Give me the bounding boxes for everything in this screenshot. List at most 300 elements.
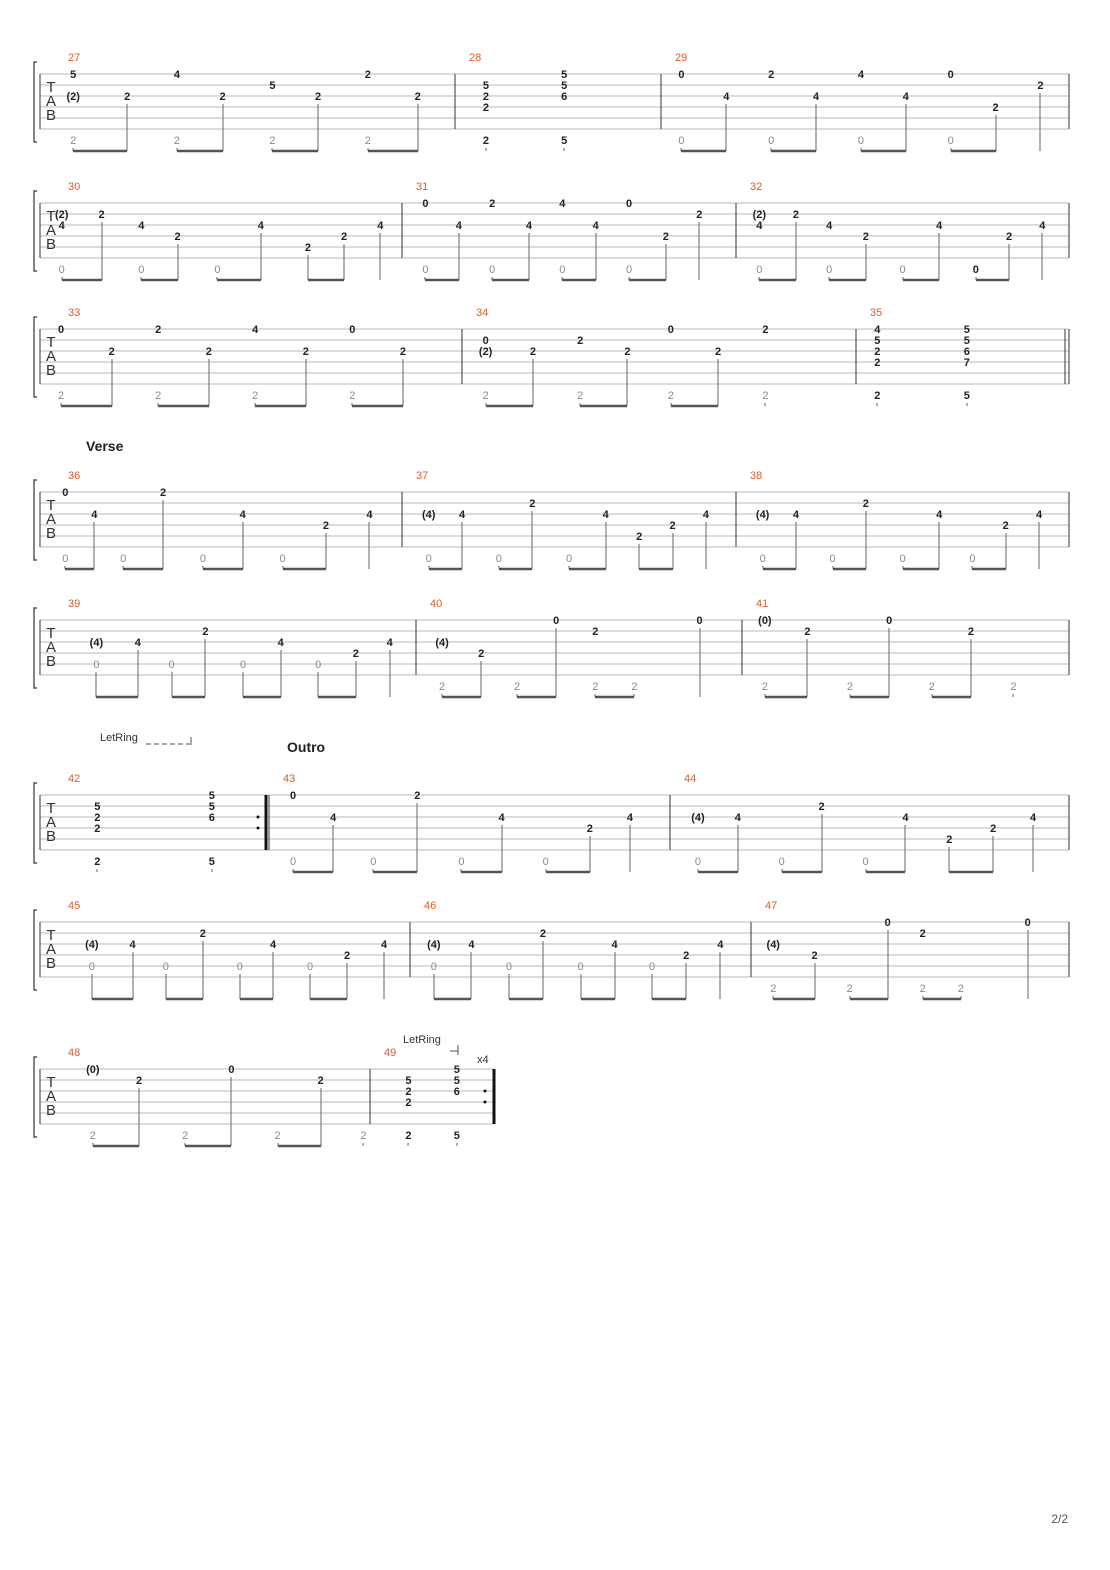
system-bracket [34,480,37,560]
fret-number: 2 [414,790,421,802]
fret-number: 0 [88,961,95,973]
measure-number: 27 [68,52,81,64]
fret-number: 2 [489,198,496,210]
fret-number: 2 [768,69,775,81]
fret-number: 0 [768,135,775,147]
fret-number: 0 [667,324,674,336]
fret-number: 2 [818,801,825,813]
fret-number: 2 [482,135,489,147]
repeat-dot [484,1090,487,1093]
fret-number: 2 [624,346,631,358]
tab-clef-letter: A [45,639,57,656]
fret-number: 2 [874,346,881,358]
fret-number: 4 [173,69,181,81]
fret-number: 2 [341,231,348,243]
measure-number: 30 [68,181,81,193]
fret-number: 0 [349,324,356,336]
fret-number: 5 [963,335,970,347]
system-bracket [34,62,37,142]
fret-number: 2 [478,648,485,660]
fret-number: 5 [208,801,215,813]
fret-number: 0 [495,553,502,565]
let-ring-label: LetRing [100,732,138,744]
fret-number: 2 [874,390,881,402]
fret-number: 0 [884,917,891,929]
tab-clef-letter: T [46,334,56,351]
fret-number: (2) [478,346,493,358]
fret-number: 0 [553,615,560,627]
system-bracket [34,608,37,688]
fret-number: 4 [602,509,609,521]
tab-clef-letter: B [45,236,57,253]
fret-number: 0 [829,553,836,565]
fret-number: 0 [759,553,766,565]
tab-clef-letter: B [45,828,57,845]
fret-number: 5 [453,1130,460,1142]
fret-number: 0 [93,659,100,671]
fret-number: 2 [539,928,547,940]
fret-number: 6 [561,91,568,103]
fret-number: (4) [766,939,780,951]
fret-number: 0 [62,553,69,565]
tab-clef-letter: A [45,93,57,110]
tab-clef-letter: A [45,814,57,831]
fret-number: 2 [811,950,818,962]
tab-clef-letter: A [45,222,57,239]
system-bracket [34,1057,37,1137]
fret-number: 2 [205,346,212,358]
fret-number: 0 [649,961,656,973]
fret-number: 2 [804,626,811,638]
fret-number: 0 [289,856,297,868]
fret-number: 4 [386,637,393,649]
fret-number: 2 [846,983,853,995]
fret-number: 4 [91,509,98,521]
measure-number: 48 [68,1047,81,1059]
fret-number: 2 [135,1075,143,1087]
measure-number: 33 [68,307,81,319]
tab-clef-letter: B [45,362,57,379]
fret-number: 2 [349,390,356,402]
fret-number: 6 [453,1086,460,1098]
fret-number: 2 [94,823,101,835]
fret-number: 2 [592,626,599,638]
fret-number: 4 [134,637,141,649]
fret-number: 0 [1024,917,1031,929]
fret-number: 2 [990,823,997,835]
fret-number: 2 [862,498,869,510]
fret-number: 2 [155,390,162,402]
tab-clef-letter: T [46,625,56,642]
fret-number: 2 [762,324,769,336]
fret-number: 2 [182,1130,189,1142]
fret-number: 0 [58,264,65,276]
fret-number: (2) [66,91,80,103]
fret-number: 0 [289,790,297,802]
fret-number: 4 [826,220,833,232]
fret-number: (2) [54,209,69,221]
fret-number: 4 [129,939,136,951]
fret-number: 0 [899,264,906,276]
system-bracket [34,910,37,990]
fret-number: 2 [770,983,777,995]
fret-number: 4 [559,198,566,210]
fret-number: 4 [277,637,284,649]
measure-number: 45 [68,900,81,912]
fret-number: 2 [304,242,311,254]
measure-number: 39 [68,598,81,610]
tab-clef-letter: A [45,1088,57,1105]
fret-number: 4 [902,812,909,824]
fret-number: 0 [425,553,432,565]
tab-clef-letter: A [45,348,57,365]
fret-number: 2 [513,681,521,693]
fret-number: 2 [89,1130,96,1142]
fret-number: 4 [1039,220,1046,232]
fret-number: 0 [756,264,763,276]
measure-number: 29 [675,52,688,64]
fret-number: 6 [208,812,215,824]
fret-number: 4 [734,812,741,824]
fret-number: 0 [315,659,322,671]
fret-number: 2 [405,1086,412,1098]
fret-number: 4 [1030,812,1037,824]
fret-number: 4 [936,509,943,521]
fret-number: 0 [62,487,69,499]
measure-number: 38 [750,470,763,482]
fret-number: 0 [482,335,489,347]
fret-number: 4 [723,91,730,103]
fret-number: 4 [902,91,909,103]
fret-number: 5 [874,335,881,347]
repeat-count: x4 [477,1054,489,1066]
fret-number: 2 [762,390,769,402]
fret-number: 0 [422,264,429,276]
fret-number: 4 [611,939,618,951]
fret-number: 2 [862,231,869,243]
fret-number: 4 [239,509,246,521]
system-bracket [34,783,37,863]
tab-clef-letter: T [46,1074,56,1091]
fret-number: 2 [957,983,964,995]
fret-number: 2 [252,390,259,402]
fret-number: 2 [174,231,181,243]
fret-number: 2 [669,520,676,532]
fret-number: 2 [160,487,167,499]
fret-number: 5 [561,135,568,147]
fret-number: 4 [330,812,337,824]
fret-number: (4) [421,509,436,521]
fret-number: 4 [58,220,65,232]
fret-number: 2 [586,823,593,835]
fret-number: (4) [427,939,441,951]
fret-number: 2 [636,531,643,543]
measure-number: 49 [384,1047,397,1059]
repeat-dot [257,827,260,830]
fret-number: 2 [94,812,101,824]
fret-number: 4 [270,939,277,951]
measure-number: 44 [684,773,697,785]
fret-number: 4 [626,812,633,824]
fret-number: 2 [360,1130,367,1142]
fret-number: 0 [862,856,869,868]
fret-number: (4) [755,509,770,521]
fret-number: 5 [269,80,276,92]
let-ring-label: LetRing [403,1034,441,1046]
fret-number: 0 [857,135,864,147]
fret-number: 4 [857,69,864,81]
fret-number: 4 [459,509,466,521]
measure-number: 47 [765,900,778,912]
fret-number: 0 [626,198,633,210]
repeat-dot [484,1101,487,1104]
fret-number: 2 [199,928,206,940]
fret-number: 2 [577,335,584,347]
fret-number: 5 [453,1064,460,1076]
measure-number: 40 [430,598,443,610]
fret-number: 0 [899,553,906,565]
tab-clef-letter: A [45,941,57,958]
fret-number: 2 [529,346,536,358]
tab-clef-letter: T [46,208,56,225]
tab-clef-letter: T [46,497,56,514]
measure-number: 34 [476,307,489,319]
tab-clef-letter: B [45,1102,57,1119]
fret-number: 2 [317,1075,324,1087]
fret-number: 4 [592,220,599,232]
fret-number: 2 [482,91,489,103]
fret-number: 0 [120,553,127,565]
fret-number: 2 [482,390,489,402]
fret-number: 0 [168,659,175,671]
page-number: 2/2 [1051,1512,1068,1526]
fret-number: 0 [826,264,833,276]
fret-number: 0 [199,553,206,565]
fret-number: 4 [252,324,259,336]
fret-number: 5 [208,856,215,868]
fret-number: 4 [366,509,373,521]
fret-number: 0 [678,69,685,81]
fret-number: (4) [85,939,99,951]
fret-number: 4 [525,220,532,232]
fret-number: 2 [792,209,800,221]
fret-number: 5 [453,1075,460,1087]
fret-number: 0 [947,69,954,81]
measure-number: 35 [870,307,883,319]
fret-number: 2 [405,1097,412,1109]
fret-number: (2) [752,209,767,221]
fret-number: 2 [219,91,226,103]
fret-number: 0 [778,856,785,868]
fret-number: 2 [577,390,584,402]
fret-number: 4 [792,509,800,521]
fret-number: 4 [498,812,505,824]
fret-number: 4 [702,509,710,521]
fret-number: 5 [561,80,568,92]
fret-number: 0 [542,856,549,868]
fret-number: 4 [812,91,820,103]
fret-number: 0 [458,856,465,868]
fret-number: 5 [963,324,970,336]
fret-number: 4 [468,939,475,951]
fret-number: 2 [302,346,309,358]
fret-number: 2 [173,135,181,147]
system-bracket [34,191,37,271]
tab-clef-letter: B [45,107,57,124]
fret-number: (4) [691,812,705,824]
fret-number: 2 [1005,231,1013,243]
measure-number: 41 [756,598,769,610]
fret-number: 4 [936,220,943,232]
fret-number: 5 [963,390,970,402]
fret-number: 4 [756,220,763,232]
fret-number: 2 [992,102,999,114]
fret-number: 0 [947,135,954,147]
fret-number: 0 [565,553,573,565]
fret-number: 6 [963,346,970,358]
fret-number: 0 [162,961,169,973]
fret-number: 2 [683,950,690,962]
fret-number: 4 [377,220,384,232]
fret-number: 0 [559,264,566,276]
fret-number: 4 [717,939,724,951]
fret-number: 0 [236,961,243,973]
section-label: Verse [86,438,124,454]
fret-number: 2 [662,231,669,243]
fret-number: 2 [592,681,599,693]
fret-number: (0) [86,1064,100,1076]
measure-number: 36 [68,470,81,482]
fret-number: 0 [370,856,377,868]
fret-number: 0 [969,553,976,565]
fret-number: 0 [228,1064,235,1076]
fret-number: 2 [919,928,926,940]
fret-number: 0 [678,135,685,147]
fret-number: 2 [928,681,935,693]
repeat-dot [257,816,260,819]
fret-number: 5 [70,69,77,81]
fret-number: (4) [435,637,449,649]
tab-clef-letter: T [46,800,56,817]
fret-number: 5 [208,790,215,802]
fret-number: 0 [138,264,145,276]
measure-number: 28 [469,52,482,64]
measure-number: 46 [424,900,437,912]
fret-number: 2 [696,209,703,221]
fret-number: 2 [874,357,881,369]
measure-number: 37 [416,470,429,482]
fret-number: 2 [70,135,77,147]
system-bracket [34,317,37,397]
fret-number: 4 [381,939,388,951]
fret-number: 2 [631,681,638,693]
fret-number: (0) [758,615,772,627]
tab-clef-letter: B [45,525,57,542]
fret-number: 0 [886,615,893,627]
fret-number: 5 [482,80,489,92]
fret-number: 7 [963,357,970,369]
fret-number: 0 [696,615,703,627]
fret-number: 4 [874,324,881,336]
measure-number: 42 [68,773,81,785]
fret-number: 2 [399,346,406,358]
fret-number: 0 [505,961,512,973]
fret-number: 0 [239,659,247,671]
fret-number: 2 [1037,80,1044,92]
fret-number: 4 [1035,509,1043,521]
fret-number: 0 [430,961,437,973]
fret-number: 0 [58,324,65,336]
fret-number: 2 [155,324,162,336]
fret-number: 2 [322,520,330,532]
fret-number: 0 [489,264,496,276]
fret-number: 0 [214,264,221,276]
fret-number: 2 [529,498,536,510]
fret-number: 2 [352,648,359,660]
fret-number: 0 [972,264,979,276]
fret-number: 4 [455,220,462,232]
measure-number: 31 [416,181,429,193]
fret-number: 2 [667,390,674,402]
fret-number: 2 [94,856,101,868]
fret-number: 2 [1002,520,1009,532]
fret-number: 2 [761,681,768,693]
fret-number: 5 [94,801,101,813]
fret-number: 2 [269,135,276,147]
tab-clef-letter: T [46,927,56,944]
fret-number: 2 [946,834,953,846]
tab-clef-letter: B [45,653,57,670]
fret-number: 2 [967,626,974,638]
fret-number: 5 [561,69,568,81]
fret-number: 2 [58,390,65,402]
fret-number: (4) [89,637,104,649]
measure-number: 32 [750,181,763,193]
fret-number: 2 [364,135,371,147]
fret-number: 2 [439,681,446,693]
fret-number: 2 [98,209,105,221]
fret-number: 2 [482,102,489,114]
fret-number: 2 [715,346,722,358]
tab-clef-letter: B [45,955,57,972]
fret-number: 5 [405,1075,412,1087]
fret-number: 2 [108,346,115,358]
tab-clef-letter: A [45,511,57,528]
fret-number: 0 [279,553,286,565]
fret-number: 2 [414,91,421,103]
fret-number: 0 [626,264,633,276]
fret-number: 2 [344,950,351,962]
fret-number: 4 [138,220,145,232]
fret-number: 0 [577,961,584,973]
fret-number: 2 [405,1130,412,1142]
fret-number: 2 [274,1130,281,1142]
fret-number: 2 [314,91,322,103]
section-label: Outro [287,739,326,755]
fret-number: 2 [1010,681,1017,693]
tab-clef-letter: T [46,79,56,96]
measure-number: 43 [283,773,296,785]
fret-number: 2 [846,681,853,693]
fret-number: 0 [307,961,314,973]
fret-number: 2 [124,91,131,103]
fret-number: 0 [694,856,701,868]
fret-number: 0 [422,198,429,210]
fret-number: 2 [364,69,371,81]
fret-number: 2 [202,626,209,638]
fret-number: 4 [257,220,264,232]
fret-number: 2 [919,983,926,995]
